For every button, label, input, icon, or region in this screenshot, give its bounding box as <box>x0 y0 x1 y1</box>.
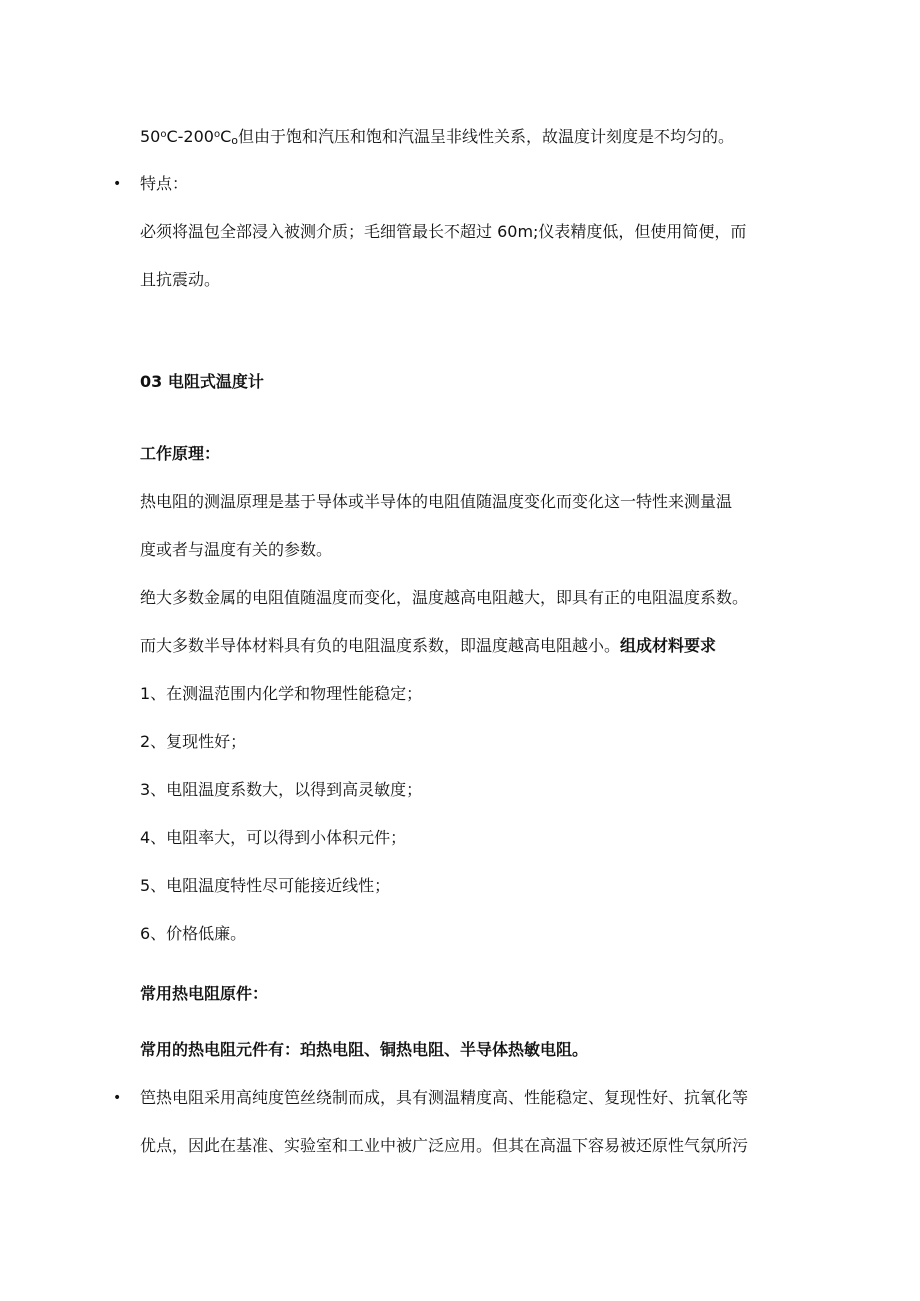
requirement-item: 5、电阻温度特性尽可能接近线性； <box>140 876 391 895</box>
platinum-text-2: 优点，因此在基准、实验室和工业中被广泛应用。但其在高温下容易被还原性气氛所污 <box>140 1136 749 1155</box>
features-text-1: 必须将温包全部浸入被测介质；毛细管最长不超过 60m;仪表精度低，但使用简便，而 <box>140 222 747 241</box>
material-requirements-heading: 组成材料要求 <box>620 636 717 655</box>
principle-heading: 工作原理： <box>140 444 221 463</box>
bullet-marker: • <box>113 176 122 192</box>
range-start: 50 <box>140 127 161 146</box>
range-end: C <box>220 127 232 146</box>
common-heading: 常用热电阻原件： <box>140 984 269 1003</box>
bullet-marker: • <box>113 1090 122 1106</box>
range-mid: C-200 <box>166 127 214 146</box>
period-mark: o <box>231 134 238 147</box>
temperature-range-line <box>140 125 734 151</box>
features-text-2: 且抗震动。 <box>140 270 221 289</box>
requirement-item: 1、在测温范围内化学和物理性能稳定； <box>140 684 423 703</box>
principle-text-3-body: 而大多数半导体材料具有负的电阻温度系数，即温度越高电阻越小。 <box>140 636 621 655</box>
common-sentence: 常用的热电阻元件有：珀热电阻、铜热电阻、半导体热敏电阻。 <box>140 1040 589 1059</box>
principle-text-2: 绝大多数金属的电阻值随温度而变化，温度越高电阻越大，即具有正的电阻温度系数。 <box>140 588 749 607</box>
section-title: 03 电阻式温度计 <box>140 372 264 391</box>
principle-text-1a: 热电阻的测温原理是基于导体或半导体的电阻值随温度变化而变化这一特性来测量温 <box>140 492 733 511</box>
degree-mark: o <box>213 129 221 140</box>
requirement-item: 3、电阻温度系数大，以得到高灵敏度； <box>140 780 423 799</box>
degree-mark: o <box>160 129 167 140</box>
features-label: 特点： <box>140 174 189 193</box>
principle-text-3 <box>140 636 716 656</box>
requirement-item: 4、电阻率大，可以得到小体积元件； <box>140 828 407 847</box>
requirement-item: 6、价格低廉。 <box>140 924 247 943</box>
range-note: 但由于饱和汽压和饱和汽温呈非线性关系，故温度计刻度是不均匀的。 <box>238 127 735 146</box>
platinum-text-1: 笆热电阻采用高纯度笆丝绕制而成，具有测温精度高、性能稳定、复现性好、抗氧化等 <box>140 1088 749 1107</box>
principle-text-1b: 度或者与温度有关的参数。 <box>140 540 333 559</box>
requirement-item: 2、复现性好； <box>140 732 247 751</box>
